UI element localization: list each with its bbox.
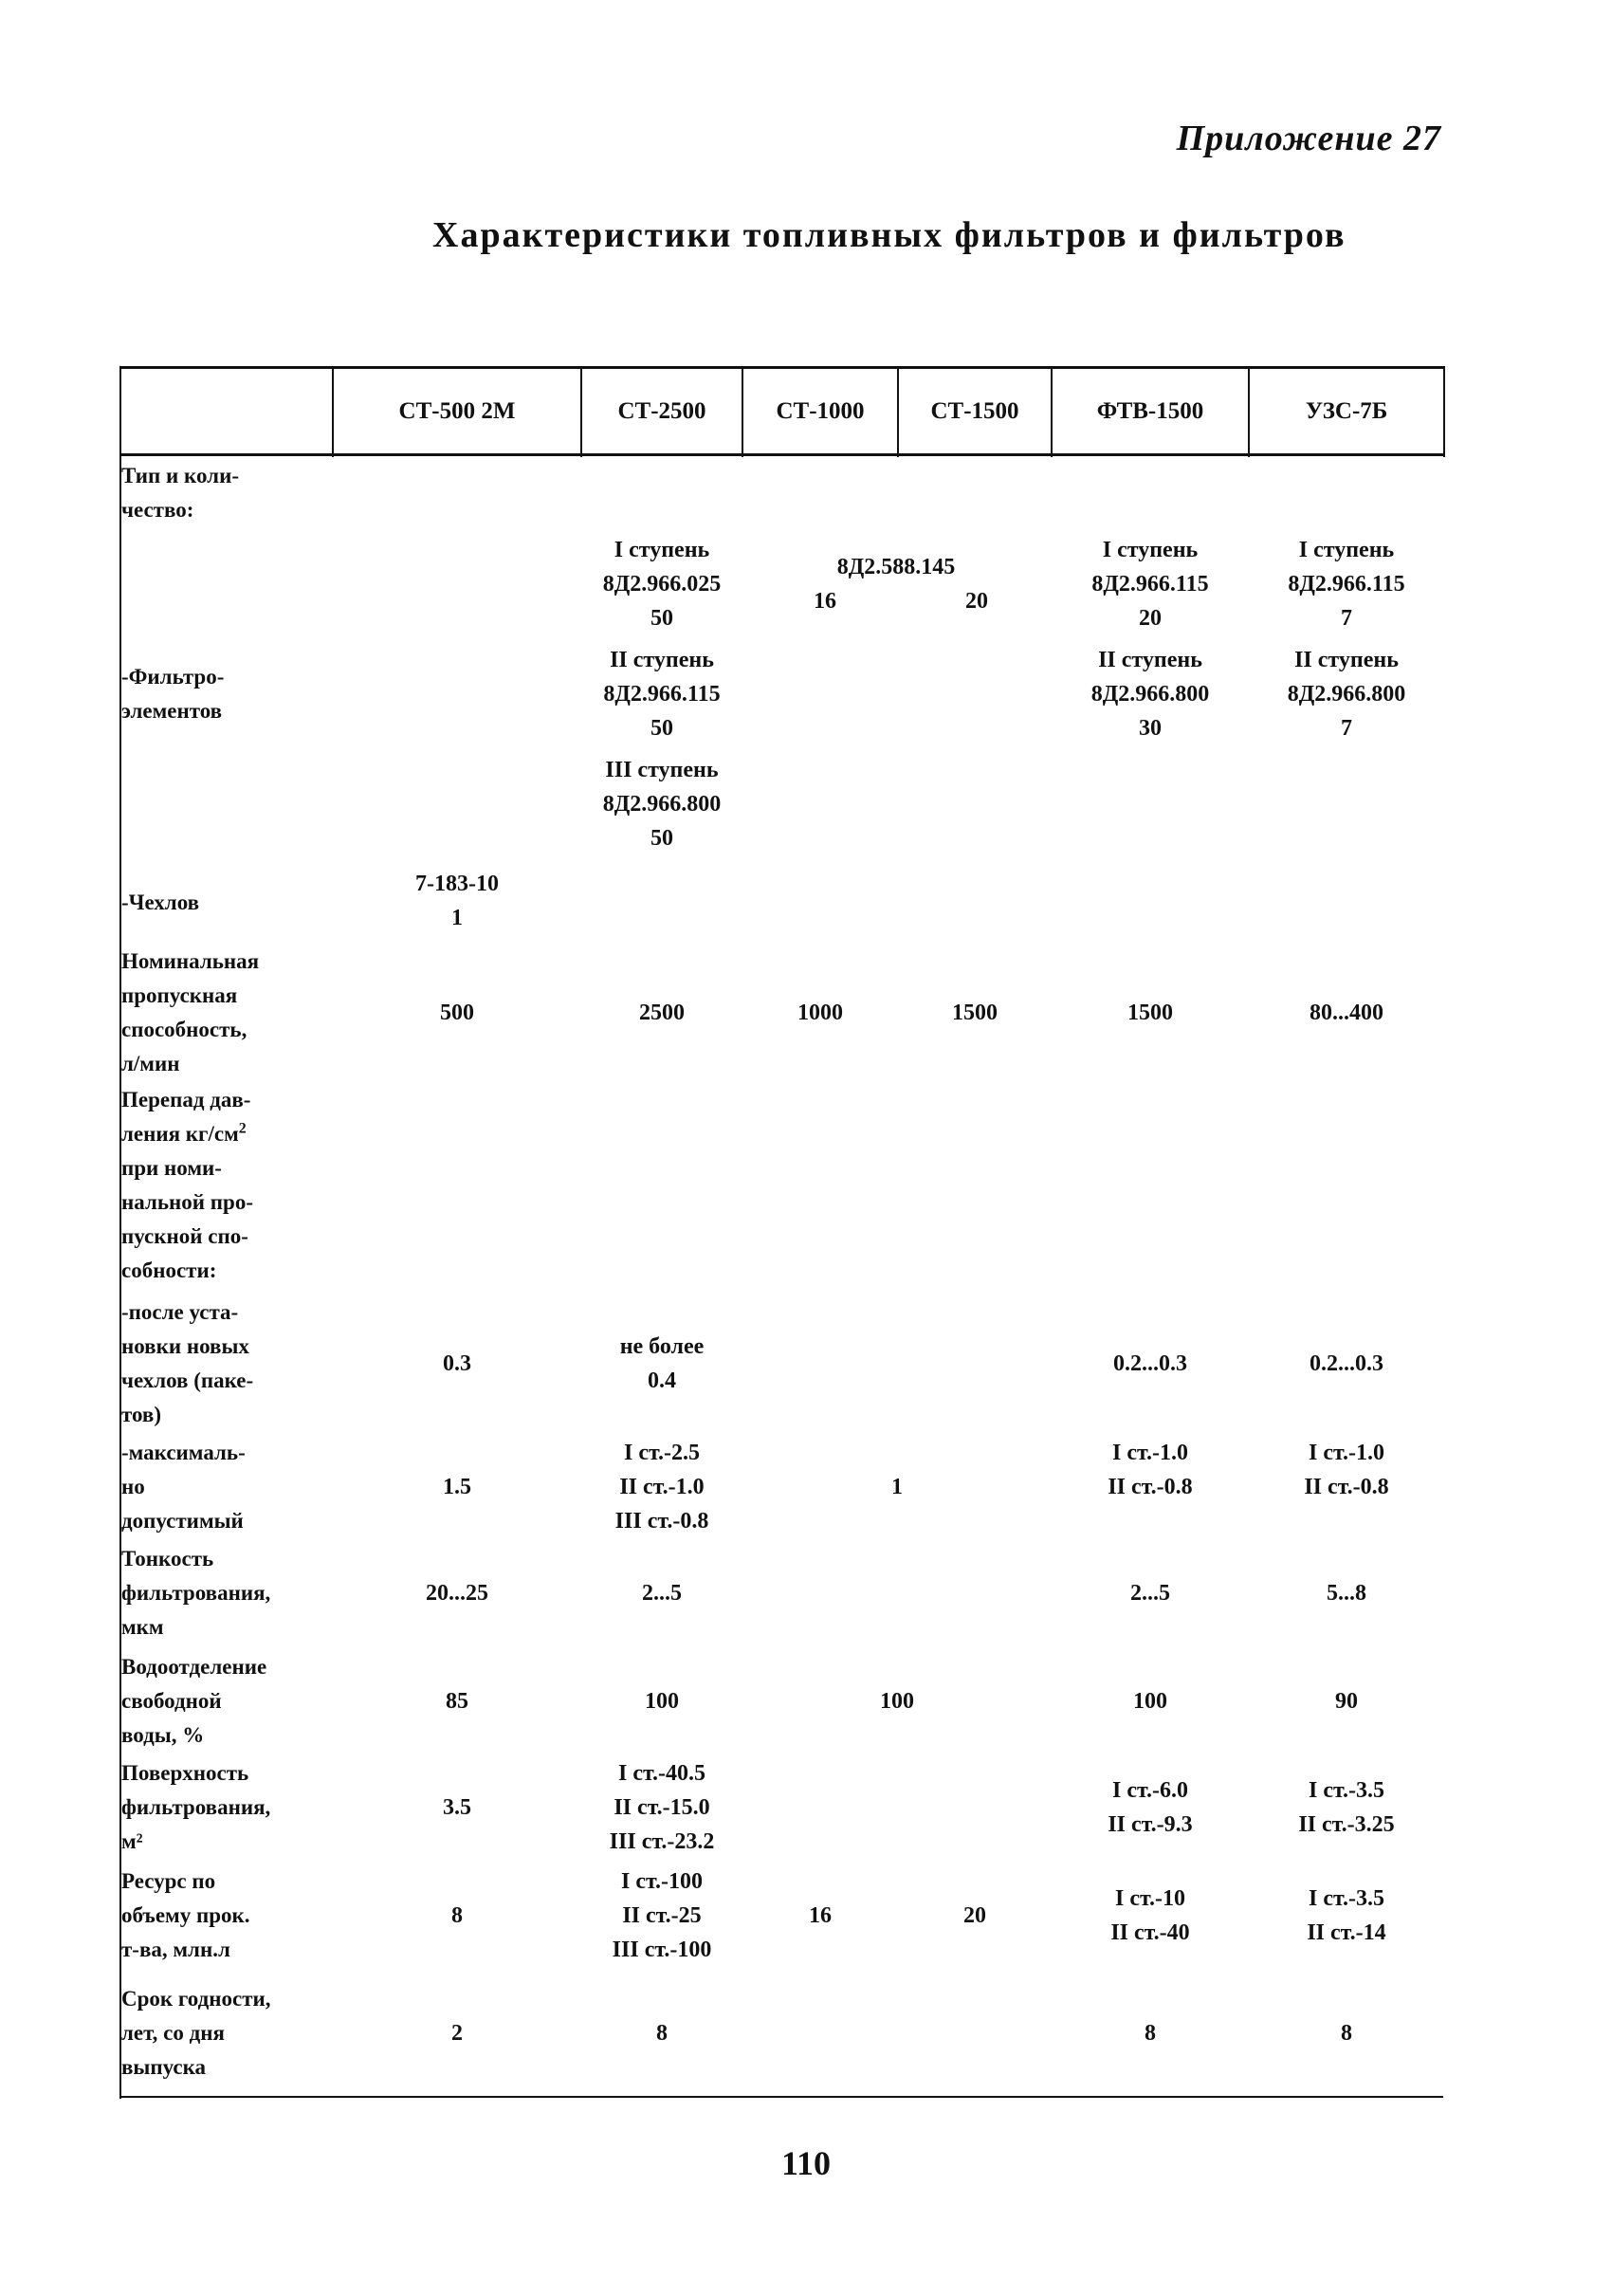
- cell-line: I ст.-1.0: [1112, 1441, 1188, 1465]
- cell-st2500-stage3: [582, 753, 742, 855]
- cell-st2500-stage1: [582, 533, 742, 635]
- cell-line: 1: [450, 906, 463, 930]
- superscript: 2: [238, 1120, 247, 1137]
- cell-line: I ст.-3.5: [1309, 1778, 1384, 1803]
- cell-ftv-stage2: [1053, 643, 1248, 745]
- page-title: Характеристики топливных фильтров и фильтров: [432, 215, 1346, 255]
- cell-uzs-stage1: [1250, 533, 1443, 635]
- cell-ftv-stage1: [1053, 533, 1248, 635]
- cell-line: III ст.-0.8: [614, 1509, 709, 1534]
- label-line: но: [121, 1475, 145, 1498]
- cell-uzs-stage2: [1250, 643, 1443, 745]
- cell-line: 50: [650, 826, 673, 851]
- label-line: -после уста-: [121, 1300, 239, 1324]
- column-header: СТ-1500: [930, 398, 1019, 424]
- cell-capacity-uzs: 80...400: [1310, 1001, 1383, 1025]
- label-line: Перепад дав-: [121, 1088, 251, 1111]
- cell-line: II ст.-25: [622, 1903, 702, 1928]
- cell-line: III ступень: [605, 758, 719, 782]
- cell-capacity-ftv: 1500: [1127, 1001, 1173, 1025]
- row-label-fineness: [121, 1542, 339, 1644]
- row-label-water-sep: [121, 1650, 339, 1753]
- cell-line: I ст.-6.0: [1112, 1778, 1188, 1803]
- cell-line: II ст.-40: [1110, 1920, 1190, 1945]
- row-label-surface: [121, 1756, 339, 1859]
- cell-shelf-st500: 2: [451, 2021, 463, 2046]
- cell-surface-st500: 3.5: [443, 1795, 471, 1820]
- label-line: новки новых: [121, 1334, 249, 1358]
- label-line: -Чехлов: [121, 891, 200, 914]
- label-line: нальной про-: [121, 1190, 253, 1214]
- column-header: СТ-2500: [617, 398, 706, 424]
- label-line: свободной: [121, 1689, 222, 1713]
- cell-surface-uzs: [1250, 1773, 1443, 1842]
- cell-line: I ступень: [1102, 538, 1199, 562]
- label-line: Тонкость: [121, 1547, 214, 1570]
- cell-line: III ст.-23.2: [609, 1829, 715, 1854]
- cell-line: II ст.-14: [1307, 1920, 1386, 1945]
- cell-line: II ступень: [1098, 648, 1202, 672]
- cell-st1500-elements: 20: [965, 589, 988, 614]
- cell-max-st500: 1.5: [443, 1475, 471, 1499]
- label-line: допустимый: [121, 1509, 244, 1533]
- label-line: способность,: [121, 1018, 247, 1041]
- label-line: Поверхность: [121, 1761, 249, 1785]
- label-line: Номинальная: [121, 949, 260, 973]
- cell-fineness-ftv: 2...5: [1130, 1581, 1170, 1606]
- label-line: т-ва, млн.л: [121, 1938, 230, 1961]
- label-line: чехлов (паке-: [121, 1368, 254, 1392]
- cell-st2500-stage2: [582, 643, 742, 745]
- cell-line: II ст.-15.0: [614, 1795, 710, 1820]
- row-label-resource: [121, 1864, 339, 1967]
- label-line: выпуска: [121, 2055, 207, 2079]
- label-line: -Фильтро-: [121, 665, 225, 689]
- cell-line: 20: [1139, 606, 1162, 631]
- label-line: лет, со дня: [121, 2021, 225, 2045]
- cell-line: 8Д2.966.800: [602, 792, 722, 817]
- cell-water-ftv: 100: [1133, 1689, 1167, 1714]
- cell-max-st1000-1500: 1: [891, 1475, 903, 1499]
- cell-shelf-st2500: 8: [656, 2021, 668, 2046]
- cell-line: II ст.-9.3: [1108, 1812, 1193, 1837]
- row-label-after-install: [121, 1295, 339, 1432]
- cell-after-install-ftv: 0.2...0.3: [1113, 1351, 1187, 1376]
- cell-line: 8Д2.966.115: [1091, 572, 1209, 597]
- cell-surface-st2500: [582, 1756, 742, 1859]
- cell-line: 8Д2.966.800: [1090, 682, 1210, 707]
- cell-capacity-st1500: 1500: [952, 1001, 998, 1025]
- label-line: л/мин: [121, 1052, 180, 1075]
- cell-resource-uzs: [1250, 1882, 1443, 1950]
- cell-resource-st500: 8: [451, 1903, 463, 1928]
- cell-line: I ступень: [614, 538, 710, 562]
- cell-water-st500: 85: [446, 1689, 468, 1714]
- cell-line: I ст.-2.5: [624, 1441, 700, 1465]
- cell-max-ftv: [1053, 1436, 1248, 1504]
- cell-water-st2500: 100: [645, 1689, 679, 1714]
- label-line: при номи-: [121, 1156, 222, 1180]
- cell-st1000-elements: 16: [814, 589, 836, 614]
- cell-line: I ст.-1.0: [1309, 1441, 1384, 1465]
- table-bottom-border: [119, 2096, 1443, 2098]
- cell-water-uzs: 90: [1335, 1689, 1358, 1714]
- cell-line: II ступень: [610, 648, 714, 672]
- cell-line: II ст.-1.0: [619, 1475, 705, 1499]
- cell-line: III ст.-100: [612, 1938, 712, 1962]
- label-line: воды, %: [121, 1723, 205, 1747]
- table-right-border: [1443, 366, 1445, 457]
- cell-st1000-1500-code: 8Д2.588.145: [836, 555, 956, 579]
- label-line: Срок годности,: [121, 1987, 271, 2011]
- cell-line: 0.4: [648, 1368, 676, 1393]
- label-line: пускной спо-: [121, 1224, 248, 1248]
- label-text: ления кг/см: [121, 1122, 239, 1146]
- cell-resource-st2500: [582, 1864, 742, 1967]
- cell-capacity-st500: 500: [440, 1001, 474, 1025]
- cell-capacity-st1000: 1000: [797, 1001, 843, 1025]
- column-header: ФТВ-1500: [1096, 398, 1204, 424]
- label-line: Тип и коли-: [121, 464, 239, 487]
- cell-after-install-st500: 0.3: [443, 1351, 471, 1376]
- cell-line: I ст.-10: [1115, 1886, 1185, 1911]
- cell-line: I ст.-100: [621, 1869, 703, 1894]
- label-line: мкм: [121, 1615, 164, 1639]
- cell-line: I ст.-40.5: [618, 1761, 705, 1786]
- column-header: УЗС-7Б: [1305, 398, 1388, 424]
- label-line: тов): [121, 1403, 162, 1426]
- row-label-covers: [121, 886, 339, 920]
- cell-line: 8Д2.966.025: [602, 572, 722, 597]
- appendix-label: Приложение 27: [1176, 119, 1441, 158]
- cell-line: 8Д2.966.115: [1288, 572, 1405, 597]
- cell-line: 7: [1341, 606, 1352, 631]
- cell-line: I ст.-3.5: [1309, 1886, 1384, 1911]
- label-line: [121, 1117, 247, 1151]
- cell-after-install-uzs: 0.2...0.3: [1310, 1351, 1383, 1376]
- cell-line: не более: [619, 1334, 705, 1359]
- label-line: фильтрования,: [121, 1795, 271, 1819]
- cell-fineness-st2500: 2...5: [642, 1581, 682, 1606]
- cell-line: II ст.-3.25: [1298, 1812, 1395, 1837]
- row-label-capacity: [121, 945, 339, 1081]
- cell-line: II ступень: [1294, 648, 1399, 672]
- cell-line: 8Д2.966.800: [1287, 682, 1406, 707]
- cell-line: 7-183-10: [415, 872, 499, 896]
- cell-resource-st1500: 20: [963, 1903, 986, 1928]
- label-line: м²: [121, 1829, 143, 1853]
- cell-max-uzs: [1250, 1436, 1443, 1504]
- cell-after-install-st2500: [582, 1330, 742, 1398]
- cell-resource-ftv: [1053, 1882, 1248, 1950]
- cell-line: II ст.-0.8: [1108, 1475, 1193, 1499]
- label-line: объему прок.: [121, 1903, 250, 1927]
- label-line: пропускная: [121, 983, 238, 1007]
- cell-fineness-st500: 20...25: [426, 1581, 488, 1606]
- row-label-max-allowed: [121, 1436, 339, 1538]
- cell-st500-covers: [334, 867, 580, 935]
- cell-line: 50: [650, 606, 673, 631]
- cell-shelf-uzs: 8: [1341, 2021, 1352, 2046]
- cell-line: II ст.-0.8: [1304, 1475, 1389, 1499]
- row-label-elements: [121, 660, 339, 728]
- cell-resource-st1000: 16: [809, 1903, 832, 1928]
- label-line: Ресурс по: [121, 1869, 216, 1893]
- label-line: фильтрования,: [121, 1581, 271, 1605]
- cell-capacity-st2500: 2500: [639, 1001, 685, 1025]
- page-number: 110: [780, 2144, 831, 2182]
- row-label-type-qty: [121, 459, 339, 527]
- cell-max-st2500: [582, 1436, 742, 1538]
- label-line: -максималь-: [121, 1441, 246, 1464]
- cell-line: 8Д2.966.115: [603, 682, 721, 707]
- cell-line: 50: [650, 716, 673, 741]
- row-label-pressure-drop: [121, 1083, 339, 1288]
- cell-shelf-ftv: 8: [1145, 2021, 1156, 2046]
- cell-fineness-uzs: 5...8: [1327, 1581, 1366, 1606]
- label-line: чество:: [121, 498, 194, 522]
- column-header: СТ-500 2М: [398, 398, 516, 424]
- label-line: Водоотделение: [121, 1655, 267, 1679]
- label-line: собности:: [121, 1258, 217, 1282]
- cell-line: 30: [1138, 716, 1162, 741]
- cell-line: I ступень: [1298, 538, 1395, 562]
- label-line: элементов: [121, 699, 223, 723]
- cell-surface-ftv: [1053, 1773, 1248, 1842]
- cell-line: 7: [1340, 716, 1352, 741]
- column-header: СТ-1000: [776, 398, 865, 424]
- cell-water-st1000-1500: 100: [880, 1689, 914, 1714]
- row-label-shelf-life: [121, 1982, 339, 2085]
